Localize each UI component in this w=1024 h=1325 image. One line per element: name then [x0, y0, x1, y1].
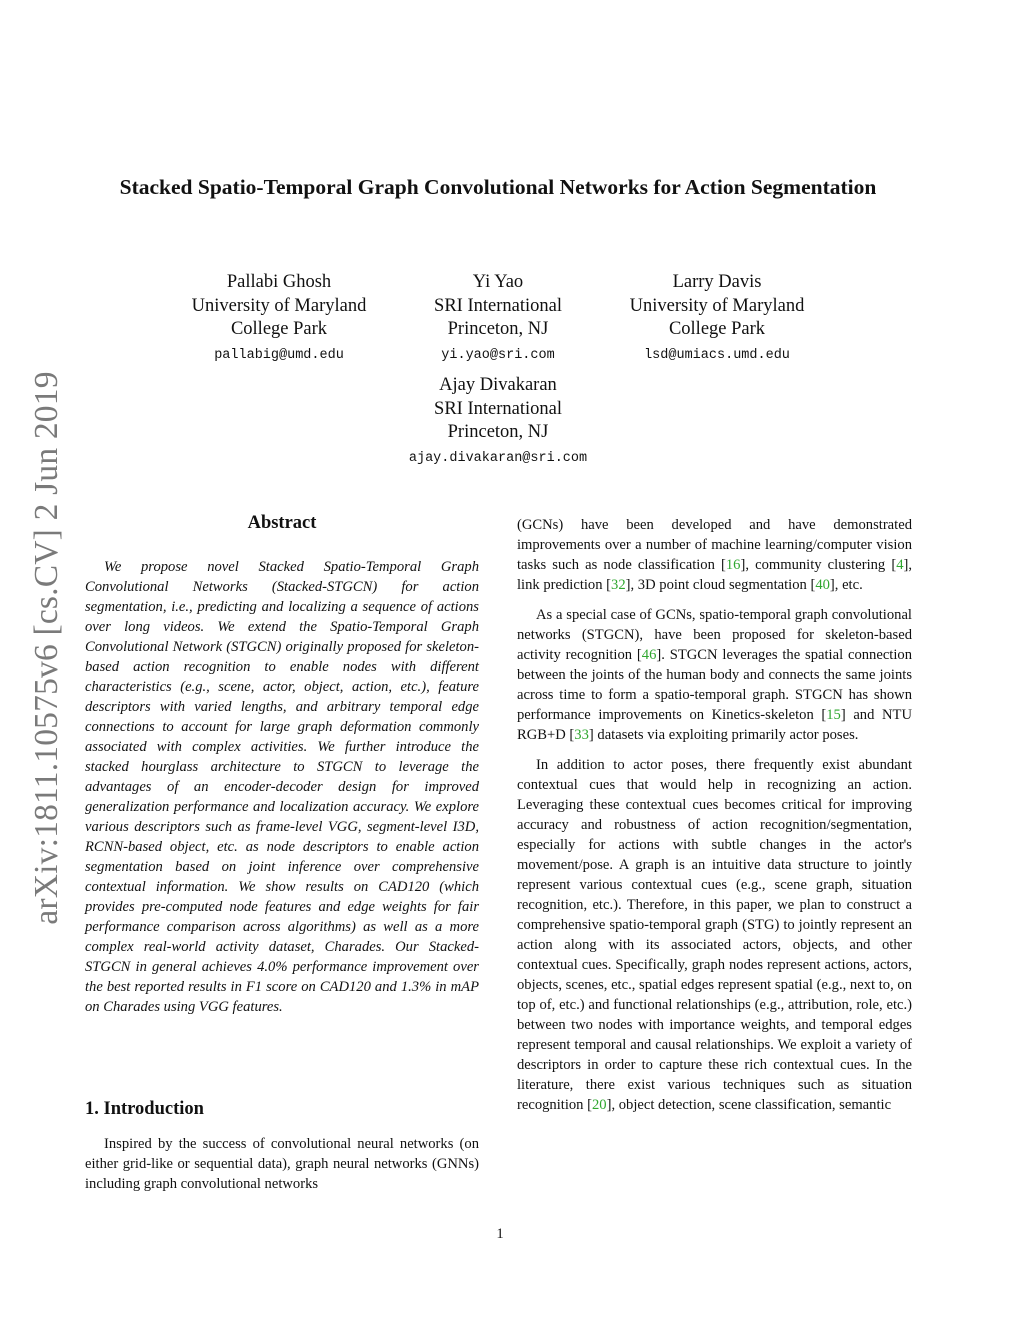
- author-email[interactable]: pallabig@umd.edu: [214, 347, 344, 363]
- citation-link[interactable]: 33: [574, 727, 589, 743]
- author-affiliation: SRI International: [434, 398, 562, 419]
- right-paragraph-3: In addition to actor poses, there frequently exist abundant contextual cues that would help in recognizing an action. Leveraging these contextual cues becomes critical for improving accuracy and robustness of action recognition/segmentation, especially for actions with subtle changes in the actor's movement/pose. A graph is an intuitive data structure to jointly represent various contextual cues (e.g., scene graph, situation recognition, etc.). Therefore, in this paper, we plan to construct a comprehensive spatio-temporal graph (STG) to jointly represent an action along with its associated actors, objects, and other contextual cues. Specifically, graph nodes represent actions, actors, objects, scenes, etc., spatial edges represent spatial (e.g., next to, on top of, etc.) and functional relationships (e.g., attribution, role, etc.) between two nodes with importance weights, and temporal edges represent temporal and causal relationships. We exploit a variety of descriptors in order to capture these rich contextual cues. In the literature, there exist various techniques such as situation recognition [20], object detection, scene classification, semantic: [517, 757, 912, 1113]
- author-affiliation: SRI International: [434, 295, 562, 316]
- author-location: College Park: [230, 319, 328, 339]
- author-affiliation: University of Maryland: [191, 295, 367, 316]
- citation-link[interactable]: 16: [725, 557, 741, 573]
- author-name: Larry Davis: [672, 272, 762, 292]
- abstract-heading: Abstract: [247, 513, 317, 533]
- abstract-text: We propose novel Stacked Spatio-Temporal Graph Convolutional Networks (Stacked-STGCN) for action segmentation, i.e., predicting and localizing a sequence of actions over long videos. We extend the Spatio-Temporal Graph Convolutional Network (STGCN) originally proposed for skeleton-based action recognition to enable nodes with different characteristics (e.g., scene, actor, object, action, etc.), feature descriptors with varied lengths, and arbitrary temporal edge connections to account for large graph deformation commonly associated with complex activities. We further introduce the stacked hourglass architecture to STGCN to leverage the advantages of an encoder-decoder design for improved generalization performance and localization accuracy. We explore various descriptors such as frame-level VGG, segment-level I3D, RCNN-based object, etc. as node descriptors to enable action segmentation based on joint inference over comprehensive contextual information. We show results on CAD120 (which provides pre-computed node features and edge weights for fair performance comparison across algorithms) as well as a more complex real-world activity dataset, Charades. Our Stacked-STGCN in general achieves 4.0% performance improvement over the best reported results in F1 score on CAD120 and 1.3% in mAP on Charades using VGG features.: [85, 559, 479, 1015]
- author-email[interactable]: lsd@umiacs.umd.edu: [644, 347, 790, 363]
- author-name: Pallabi Ghosh: [226, 272, 332, 292]
- left-column-body: [85, 1134, 479, 1204]
- arxiv-identifier: arXiv:1811.10575v6 [cs.CV] 2 Jun 2019: [28, 370, 65, 925]
- right-column-body: [517, 515, 912, 1125]
- author-location: Princeton, NJ: [447, 422, 549, 442]
- citation-link[interactable]: 20: [591, 1097, 607, 1113]
- author-email[interactable]: ajay.divakaran@sri.com: [408, 450, 588, 466]
- citation-link[interactable]: 15: [826, 707, 841, 723]
- arxiv-sidebar: [22, 365, 72, 930]
- author-block-4: [368, 374, 628, 468]
- paper-title: Stacked Spatio-Temporal Graph Convolutional Networks for Action Segmentation: [119, 175, 877, 199]
- author-email[interactable]: yi.yao@sri.com: [441, 347, 555, 363]
- intro-paragraph-1: Inspired by the success of convolutional neural networks (on either grid-like or sequential data), graph neural networks (GNNs) including graph convolutional networks: [85, 1136, 479, 1192]
- author-location: College Park: [668, 319, 766, 339]
- author-name: Yi Yao: [472, 272, 524, 292]
- page-number: 1: [496, 1226, 504, 1242]
- citation-link[interactable]: 32: [611, 577, 626, 593]
- author-name: Ajay Divakaran: [439, 375, 557, 395]
- right-paragraph-1: (GCNs) have been developed and have demonstrated improvements over a number of machine learning/computer vision tasks such as node classification [16], community clustering [4], link prediction [32], 3D point cloud segmentation [40], etc.: [517, 517, 913, 593]
- introduction-heading: 1. Introduction: [85, 1099, 204, 1119]
- author-block-3: [587, 271, 847, 365]
- author-affiliation: University of Maryland: [629, 295, 805, 316]
- citation-link[interactable]: 4: [896, 557, 904, 573]
- citation-link[interactable]: 40: [815, 577, 830, 593]
- right-paragraph-2: As a special case of GCNs, spatio-temporal graph convolutional networks (STGCN), have been proposed for skeleton-based activity recognition [46]. STGCN leverages the spatial connection between the joints of the human body and connects the same joints across time to form a spatio-temporal graph. STGCN has shown performance improvements on Kinetics-skeleton [15] and NTU RGB+D [33] datasets via exploiting primarily actor poses.: [517, 607, 912, 743]
- author-location: Princeton, NJ: [447, 319, 549, 339]
- citation-link[interactable]: 46: [641, 647, 657, 663]
